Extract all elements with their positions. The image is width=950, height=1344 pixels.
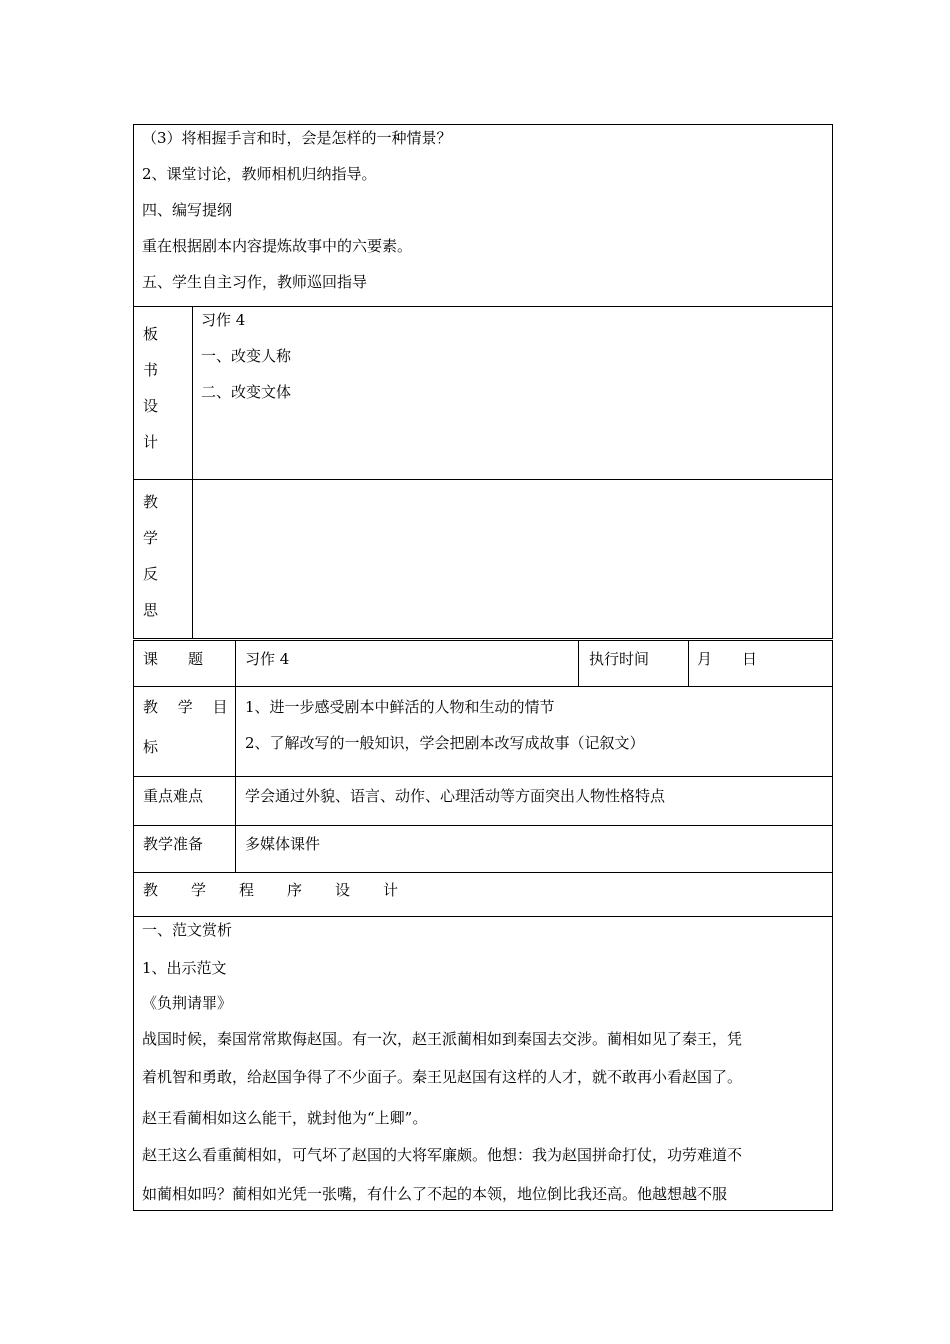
objective-item: 2、了解改写的一般知识，学会把剧本改写成故事（记叙文） — [245, 734, 645, 752]
teaching-step-line: 重在根据剧本内容提炼故事中的六要素。 — [142, 237, 413, 255]
key-points-label: 重点难点 — [143, 787, 204, 805]
procedure-line: 如蔺相如吗？蔺相如光凭一张嘴，有什么了不起的本领，地位倒比我还高。他越想越不服 — [142, 1185, 728, 1203]
table-border-left — [133, 124, 134, 639]
procedure-line: 赵王看蔺相如这么能干，就封他为“上卿”。 — [142, 1109, 428, 1127]
table-border — [688, 640, 689, 687]
reflection-label-char: 思 — [143, 601, 159, 619]
table-border — [133, 479, 833, 480]
procedure-title: 教 学 程 序 设 计 — [143, 881, 400, 899]
table-border — [133, 638, 833, 639]
execution-time-label: 执行时间 — [589, 650, 650, 668]
table-border — [578, 640, 579, 687]
teaching-step-line: 四、编写提纲 — [142, 201, 233, 219]
table-border — [133, 686, 833, 687]
board-design-label-char: 板 — [143, 325, 159, 343]
reflection-label-char: 教 — [143, 493, 159, 511]
objective-item: 1、进一步感受剧本中鲜活的人物和生动的情节 — [245, 698, 555, 716]
table-border-top — [133, 124, 833, 125]
board-design-label-char: 设 — [143, 397, 159, 415]
topic-label: 课 题 — [143, 650, 204, 668]
table-border — [133, 776, 833, 777]
table-border-right — [832, 124, 833, 639]
procedure-line: 战国时候，秦国常常欺侮赵国。有一次，赵王派蔺相如到秦国去交涉。蔺相如见了秦王，凭 — [142, 1030, 743, 1048]
procedure-line: 《负荆请罪》 — [142, 994, 233, 1012]
preparation-value: 多媒体课件 — [245, 835, 321, 853]
table-border — [133, 916, 833, 917]
table-border — [235, 640, 236, 873]
board-design-label-char: 计 — [143, 433, 159, 451]
table-border — [133, 872, 833, 873]
board-design-line: 习作 4 — [201, 311, 246, 329]
table-border — [133, 825, 833, 826]
table-border — [192, 306, 193, 639]
objectives-label: 教 学 目 — [143, 698, 228, 716]
teaching-step-line: 2、课堂讨论，教师相机归纳指导。 — [142, 165, 377, 183]
reflection-label-char: 学 — [143, 529, 159, 547]
procedure-line: 赵王这么看重蔺相如，可气坏了赵国的大将军廉颇。他想：我为赵国拼命打仗，功劳难道不 — [142, 1146, 743, 1164]
topic-value: 习作 4 — [245, 650, 290, 668]
key-points-value: 学会通过外貌、语言、动作、心理活动等方面突出人物性格特点 — [245, 787, 666, 805]
procedure-line: 1、出示范文 — [142, 959, 227, 977]
table-border-left — [133, 640, 134, 1211]
preparation-label: 教学准备 — [143, 835, 204, 853]
table-border — [133, 306, 833, 307]
teaching-step-line: 五、学生自主习作，教师巡回指导 — [142, 273, 368, 291]
board-design-line: 二、改变文体 — [201, 383, 292, 401]
board-design-line: 一、改变人称 — [201, 347, 292, 365]
table-border-bottom — [133, 1210, 833, 1211]
objectives-label-cont: 标 — [143, 738, 159, 756]
procedure-line: 一、范文赏析 — [142, 921, 233, 939]
procedure-line: 着机智和勇敢，给赵国争得了不少面子。秦王见赵国有这样的人才，就不敢再小看赵国了。 — [142, 1068, 743, 1086]
reflection-label-char: 反 — [143, 565, 159, 583]
table-border — [133, 640, 833, 641]
table-border-right — [832, 640, 833, 1211]
execution-time-value: 月 日 — [697, 650, 758, 668]
teaching-step-line: （3）将相握手言和时，会是怎样的一种情景？ — [142, 129, 452, 147]
board-design-label-char: 书 — [143, 361, 159, 379]
